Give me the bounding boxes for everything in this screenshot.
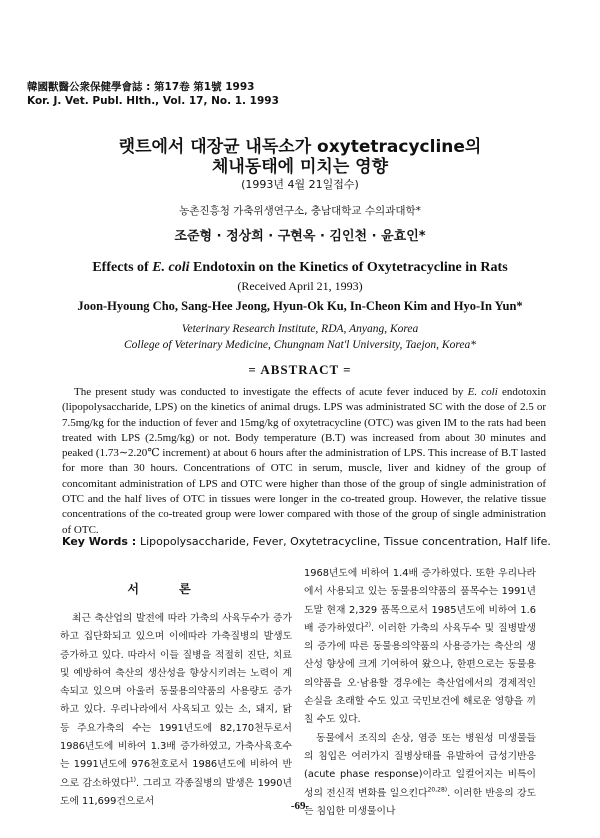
- left-column: [60, 610, 292, 811]
- english-affiliation-1: Veterinary Research Institute, RDA, Anyang, Korea: [181, 323, 419, 335]
- english-title-italic: E. coli: [152, 260, 190, 275]
- left-column-text-end: . 그리고 각종질병의 발생은 1990년도에 11,699건으로서: [60, 777, 292, 807]
- english-affiliation-2: College of Veterinary Medicine, Chungnam Nat'l University, Taejon, Korea*: [123, 339, 476, 351]
- abstract-heading: = ABSTRACT =: [248, 362, 352, 377]
- keywords-value: Lipopolysaccharide, Fever, Oxytetracycline, Tissue concentration, Half life.: [140, 535, 551, 548]
- keywords: [62, 535, 562, 548]
- right-para2-ref: 20,28): [427, 786, 448, 794]
- right-para1-ref: 2): [364, 621, 371, 629]
- page-number: -69-: [290, 800, 310, 812]
- abstract-text-2: endotoxin (lipopolysaccharide, LPS) on the kinetics of animal drugs. LPS was administrated SC with the dose of 2.5 or 7.5mg/kg for the induction of fever and 15mg/kg of oxytetracycline (OTC) was given IM to the rats had been treated with LPS (2.5mg/kg) or not. Body temperature (B.T) was increased from about 30 minutes and peaked (1.73∼2.20℃ increment) at about 6 hours after the administration of LPS. This increase of B.T lasted for more than 30 hours. Concentrations of OTC in serum, muscle, liver and kidney of the group of concomitant administration of LPS and OTC were higher than those of the group of single administration of OTC and the half lives of OTC in tissues were longer in the co-treated group. However, the relative tissue concentrations of the co-treated group were lower compared with those of the group of single administration of OTC.: [62, 386, 546, 536]
- right-column: [304, 565, 536, 821]
- right-para1-text-b: . 이러한 가축의 사육두수 및 질병발생의 증가에 따른 동물용의약품의 사용증가는 축산의 생산성 향상에 크게 기여하여 왔으나, 한편으로는 동물용의약품을 오·남용할 경우에는 축산업에서의 경제적인 손실을 초래할 수도 있고 국민보건에 해로운 영향을 끼칠 수도 있다.: [304, 622, 536, 726]
- right-para2-text-a: 동물에서 조직의 손상, 염증 또는 병원성 미생물들의 침입은 여러가지 질병상태를 유발하여 급성기반응(acute phase response)이라고 일컬어지는 비특이성의 전신적 변화를 일으킨다: [304, 732, 536, 799]
- left-column-ref: 1): [129, 776, 137, 784]
- english-title: [0, 260, 600, 276]
- journal-citation-english: Kor. J. Vet. Publ. Hlth., Vol. 17, No. 1. 1993: [27, 95, 279, 107]
- section-title-introduction: 서 론: [127, 582, 209, 596]
- abstract-italic: E. coli: [467, 386, 498, 398]
- korean-title-line2: 체내동태에 미치는 영향: [211, 157, 389, 177]
- journal-header: [27, 80, 279, 108]
- korean-received-date: (1993년 4월 21일접수): [241, 178, 359, 191]
- journal-citation-korean: 韓國獸醫公衆保健學會誌 : 第17卷 第1號 1993: [27, 81, 255, 93]
- left-column-text: 최근 축산업의 발전에 따라 가축의 사육두수가 증가하고 집단화되고 있으며 이에따라 가축질병의 발생도 증가하고 있다. 따라서 이들 질병을 적절히 진단, 치료 및 예방하여 축산의 생산성을 향상시키려는 노력이 계속되고 있으며 아울러 동물용의약품의 사용량도 증가하고 있다. 우리나라에서 사육되고 있는 소, 돼지, 닭 등 주요가축의 수는 1991년도에 82,170천두로서 1986년도에 비하여 1.3배 증가하였고, 가축사육호수는 1991년도에 976천호로서 1986년도에 비하여 반으로 감소하였다: [60, 613, 292, 789]
- right-para2-text-b: . 이러한 반응의 강도는 침입한 미생물이나: [304, 787, 536, 817]
- right-para1-text-a: 1968년도에 비하여 1.4배 증가하였다. 또한 우리나라에서 사용되고 있는 동물용의약품의 품목수는 1991년도말 현재 2,329 품목으로서 1985년도에 비하여 1.6배 증가하였다: [304, 568, 536, 634]
- english-title-suffix: Endotoxin on the Kinetics of Oxytetracycline in Rats: [189, 260, 508, 275]
- korean-title-line1: 랫트에서 대장균 내독소가 oxytetracycline의: [118, 137, 482, 157]
- keywords-label: Key Words :: [62, 535, 140, 548]
- korean-affiliation: 농촌진흥청 가축위생연구소, 충남대학교 수의과대학*: [179, 205, 421, 217]
- english-title-prefix: Effects of: [92, 260, 153, 275]
- abstract-body: [62, 385, 546, 538]
- english-authors: Joon-Hyoung Cho, Sang-Hee Jeong, Hyun-Ok Ku, In-Cheon Kim and Hyo-In Yun*: [77, 299, 523, 313]
- korean-authors: 조준형 · 정상희 · 구현옥 · 김인천 · 윤효인*: [174, 229, 426, 244]
- english-received-date: (Received April 21, 1993): [237, 279, 363, 293]
- abstract-text-1: The present study was conducted to investigate the effects of acute fever induced by: [74, 386, 468, 398]
